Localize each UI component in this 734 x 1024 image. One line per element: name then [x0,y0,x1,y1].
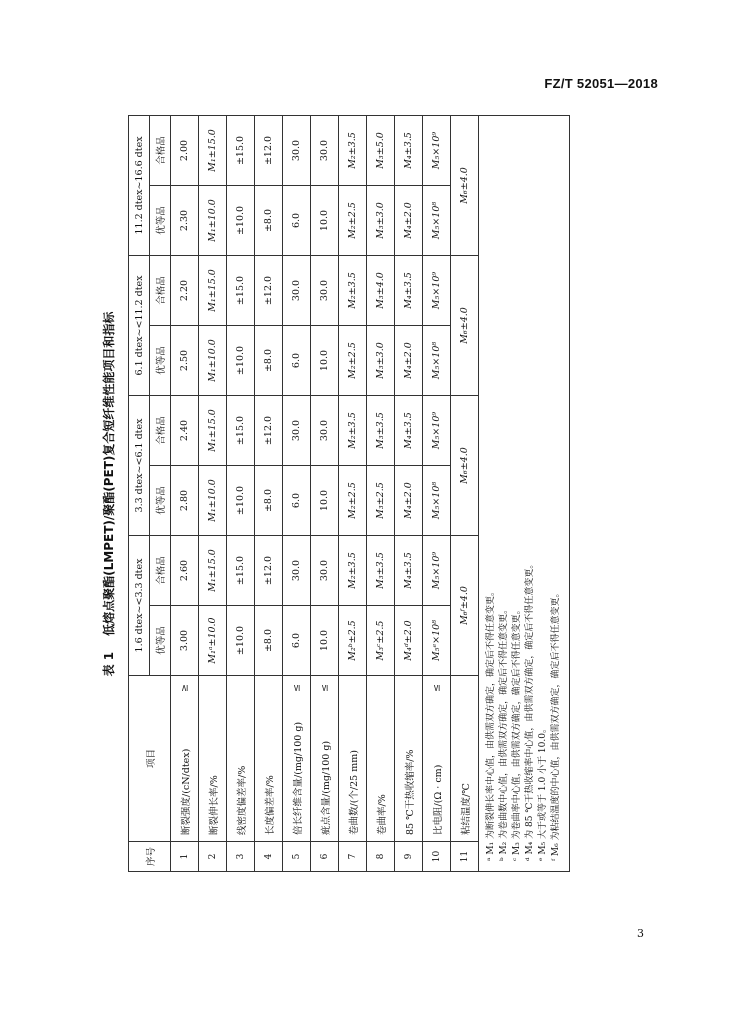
header-grade-first: 优等品 [150,326,171,396]
row-number: 1 [171,842,199,872]
cell-value: M₄±2.0 [395,466,423,536]
row-item-label: 粘结温度/℃ [460,783,472,835]
cell-value: M₂ᵇ±2.5 [339,606,367,676]
cell-value: M₆±4.0 [451,255,479,395]
cell-value: 2.80 [171,466,199,536]
cell-value: M₂±2.5 [339,326,367,396]
cell-value: ±10.0 [227,326,255,396]
header-grade-qualified: 合格品 [150,115,171,185]
cell-value: ±15.0 [227,536,255,606]
cell-value: 10.0 [311,185,339,255]
notes-row [479,115,570,871]
row-item [423,676,451,842]
table-row [283,115,311,871]
row-number: 5 [283,842,311,872]
table-caption [96,116,122,872]
cell-value: 6.0 [283,606,311,676]
row-item [311,676,339,842]
cell-value: M₅×10⁸ [423,466,451,536]
cell-value: ±8.0 [255,185,283,255]
row-item [171,676,199,842]
cell-value: M₄±3.5 [395,396,423,466]
row-item-label: 疵点含量/(mg/100 g) [320,740,332,835]
table-note: ᵈ M₄ 为 85 ℃干热收缩率中心值，由供需双方确定，确定后不得任意变更。 [525,559,535,861]
cell-value: ±12.0 [255,255,283,325]
cell-value: ±8.0 [255,466,283,536]
cell-value: M₂±2.5 [339,466,367,536]
caption-label: 表 1 [102,651,116,677]
row-number: 9 [395,842,423,872]
cell-value: 6.0 [283,466,311,536]
cell-value: ±12.0 [255,396,283,466]
cell-value: M₁±10.0 [199,326,227,396]
cell-value: M₅×10⁹ [423,255,451,325]
cell-value: ±10.0 [227,606,255,676]
cell-value: M₃±5.0 [367,115,395,185]
cell-value: M₁±15.0 [199,536,227,606]
row-item-label: 卷曲数/(个/25 mm) [348,750,360,835]
row-item-label: 断裂伸长率/% [208,775,220,835]
header-grade-first: 优等品 [150,185,171,255]
row-number: 8 [367,842,395,872]
cell-value: 30.0 [311,115,339,185]
table-row [311,115,339,871]
cell-value: 30.0 [283,115,311,185]
cell-value: 30.0 [311,536,339,606]
row-item [283,676,311,842]
row-item [339,676,367,842]
table-note: ᵃ M₁ 为断裂伸长率中心值，由供需双方确定，确定后不得任意变更。 [486,586,496,861]
standard-code: FZ/T 52051—2018 [544,76,658,91]
cell-value: 2.20 [171,255,199,325]
row-number: 2 [199,842,227,872]
cell-value: M₃±4.0 [367,255,395,325]
cell-value: 10.0 [311,326,339,396]
table-row [395,115,423,871]
cell-value: 2.50 [171,326,199,396]
rotated-content [96,116,586,872]
header-group: 3.3 dtex~<6.1 dtex [129,396,150,536]
cell-value: ±12.0 [255,536,283,606]
row-number: 3 [227,842,255,872]
cell-value: M₅ᵉ×10⁸ [423,606,451,676]
cell-value: 10.0 [311,606,339,676]
row-item [451,676,479,842]
header-grade-qualified: 合格品 [150,255,171,325]
cell-value: M₄ᵈ±2.0 [395,606,423,676]
cell-value: ±10.0 [227,185,255,255]
row-number: 6 [311,842,339,872]
cell-value: ±15.0 [227,396,255,466]
cell-value: 2.00 [171,115,199,185]
cell-value: ±10.0 [227,466,255,536]
table-note: ᶠ M₆ 为粘结温度的中心值，由供需双方确定，确定后不得任意变更。 [551,588,561,861]
cell-value: 30.0 [283,396,311,466]
cell-value: M₁±15.0 [199,396,227,466]
cell-value: 30.0 [283,255,311,325]
cell-value: M₄±3.5 [395,536,423,606]
row-item [227,676,255,842]
row-number: 10 [423,842,451,872]
row-item-label: 卷曲率/% [376,794,388,835]
row-item [255,676,283,842]
cell-value: M₄±3.5 [395,255,423,325]
cell-value: M₁±15.0 [199,255,227,325]
cell-value: M₁ᵃ±10.0 [199,606,227,676]
row-number: 4 [255,842,283,872]
cell-value: ±15.0 [227,115,255,185]
cell-value: 30.0 [311,255,339,325]
table-row [255,115,283,871]
cell-value: M₆±4.0 [451,115,479,255]
table-row [339,115,367,871]
header-grade-first: 优等品 [150,466,171,536]
table-row [227,115,255,871]
cell-value: M₆ᶠ±4.0 [451,536,479,676]
comparison-sign: ≤ [319,684,330,692]
cell-value: M₃ᶜ±2.5 [367,606,395,676]
comparison-sign: ≤ [291,684,302,692]
row-item-label: 断裂强度/(cN/dtex) [180,748,192,835]
cell-value: M₄±2.0 [395,326,423,396]
comparison-sign: ≤ [431,684,442,692]
header-item: 项目 [129,676,171,842]
cell-value: M₂±3.5 [339,255,367,325]
row-item-label: 比电阻/(Ω · cm) [432,764,444,835]
row-item-label: 线密度偏差率/% [236,765,248,835]
row-item [199,676,227,842]
table-row [423,115,451,871]
cell-value: 2.30 [171,185,199,255]
header-grade-first: 优等品 [150,606,171,676]
rotated-table-block [96,116,586,872]
row-item [395,676,423,842]
table-notes [479,115,570,871]
row-item [367,676,395,842]
cell-value: 3.00 [171,606,199,676]
header-group: 11.2 dtex~16.6 dtex [129,115,150,255]
cell-value: M₅×10⁹ [423,115,451,185]
cell-value: M₄±2.0 [395,185,423,255]
table-row-11 [451,115,479,871]
cell-value: M₅×10⁸ [423,185,451,255]
header-grade-qualified: 合格品 [150,536,171,606]
cell-value: M₂±3.5 [339,396,367,466]
cell-value: 6.0 [283,185,311,255]
cell-value: ±8.0 [255,326,283,396]
header-row-groups [129,115,150,871]
cell-value: 2.60 [171,536,199,606]
row-number: 7 [339,842,367,872]
cell-value: M₆±4.0 [451,396,479,536]
page-number: 3 [637,927,644,940]
cell-value: M₃±2.5 [367,466,395,536]
row-number: 11 [451,842,479,872]
cell-value: M₃±3.5 [367,396,395,466]
table-note: ᵇ M₂ 为卷曲数中心值，由供需双方确定，确定后不得任意变更。 [499,604,509,861]
row-item-label: 倍长纤维含量/(mg/100 g) [292,721,304,835]
row-item-label: 85 ℃干热收缩率/% [404,749,416,835]
cell-value: M₃±3.0 [367,185,395,255]
spec-table [128,115,570,872]
cell-value: M₂±3.5 [339,115,367,185]
comparison-sign: ≥ [179,684,190,692]
table-row [171,115,199,871]
table-note: ᶜ M₃ 为卷曲率中心值，由供需双方确定，确定后不得任意变更。 [512,605,522,861]
header-group: 1.6 dtex~<3.3 dtex [129,536,150,676]
table-row [199,115,227,871]
header-no: 序号 [129,842,171,872]
cell-value: ±12.0 [255,115,283,185]
cell-value: M₁±15.0 [199,115,227,185]
cell-value: ±15.0 [227,255,255,325]
cell-value: ±8.0 [255,606,283,676]
header-group: 6.1 dtex~<11.2 dtex [129,255,150,395]
cell-value: M₄±3.5 [395,115,423,185]
cell-value: M₅×10⁹ [423,536,451,606]
row-item-label: 长度偏差率/% [264,775,276,835]
caption-title: 低熔点聚酯(LMPET)/聚酯(PET)复合短纤维性能项目和指标 [102,311,116,636]
cell-value: 6.0 [283,326,311,396]
cell-value: M₅×10⁸ [423,326,451,396]
table-note: ᵉ M₅ 大于或等于 1.0 小于 10.0。 [538,724,548,861]
header-grade-qualified: 合格品 [150,396,171,466]
cell-value: M₅×10⁹ [423,396,451,466]
cell-value: M₂±2.5 [339,185,367,255]
cell-value: M₃±3.5 [367,536,395,606]
cell-value: 30.0 [311,396,339,466]
cell-value: M₁±10.0 [199,185,227,255]
cell-value: 2.40 [171,396,199,466]
cell-value: 10.0 [311,466,339,536]
cell-value: M₃±3.0 [367,326,395,396]
table-row [367,115,395,871]
cell-value: M₂±3.5 [339,536,367,606]
cell-value: M₁±10.0 [199,466,227,536]
cell-value: 30.0 [283,536,311,606]
